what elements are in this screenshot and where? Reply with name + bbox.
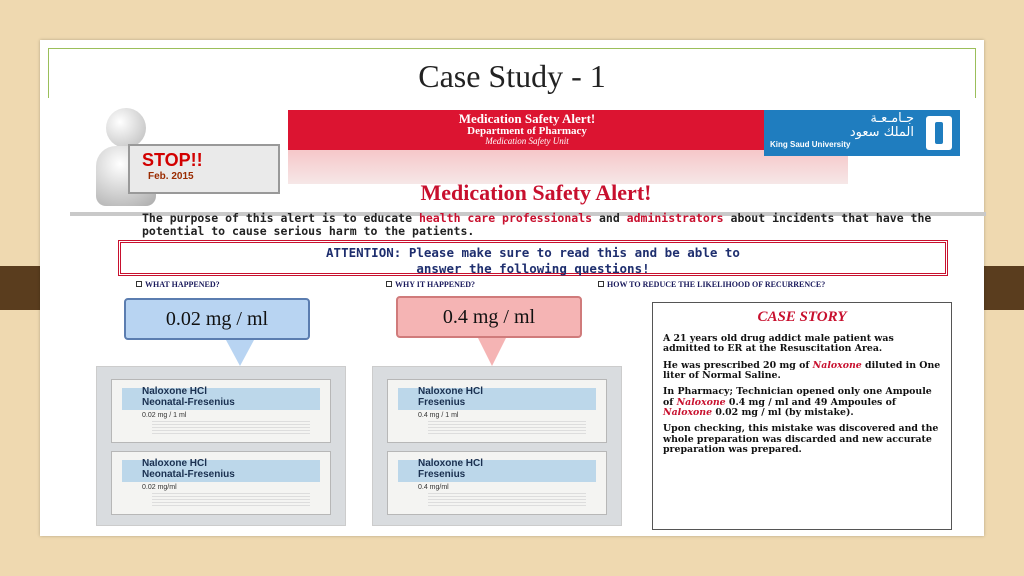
case-text: He was prescribed 20 mg of [663,359,813,371]
case-paragraph-3 [663,387,941,418]
question-label: HOW TO REDUCE THE LIKELIHOOD OF RECURRENCE? [607,280,826,289]
drug-name: Naloxone [676,396,726,408]
callout-pointer [478,338,506,366]
arabic-line-1: جـامـعـة [870,111,914,126]
intro-text [142,212,942,238]
medicine-box [387,379,607,443]
alert-banner [288,110,766,150]
university-english-name: King Saud University [770,140,851,149]
case-paragraph-2 [663,361,941,382]
box-label: Naloxone HCl Fresenius [418,386,484,408]
box-label: Naloxone HCl Neonatal-Fresenius [142,386,235,408]
callout-high-concentration: 0.4 mg / ml [396,296,582,338]
box-print [428,492,586,506]
question-label: WHY IT HAPPENED? [395,280,476,289]
box-print [152,492,310,506]
drug-name: Naloxone [663,407,713,419]
intro-highlight-2: administrators [626,211,724,225]
intro-highlight-1: health care professionals [418,211,593,225]
attention-box [118,240,948,276]
checkbox-icon [136,281,142,287]
case-story-box [652,302,952,530]
banner-title: Medication Safety Alert! [458,111,596,126]
question-how [598,280,825,289]
callout-pointer [226,340,254,366]
banner-unit: Medication Safety Unit [485,136,569,147]
case-text: diluted in One liter of Normal Saline. [663,359,941,382]
stop-sign [128,144,280,194]
intro-part-2: and [592,211,627,225]
callout-low-concentration: 0.02 mg / ml [124,298,310,340]
university-arabic-name [774,112,914,141]
medicine-box [387,451,607,515]
university-logo [764,110,960,156]
case-text: 0.02 mg / ml (by mistake). [712,407,854,419]
university-emblem-icon [926,116,952,150]
stop-date: Feb. 2015 [148,171,194,182]
stop-figure [66,106,266,216]
box-strength: 0.4 mg/ml [418,484,449,491]
case-text: 0.4 mg / ml and 49 Ampoules of [725,396,896,408]
figure-head [106,108,146,148]
box-label: Naloxone HCl Neonatal-Fresenius [142,458,235,480]
alert-image [46,98,982,532]
medicine-box [111,451,331,515]
case-text: In Pharmacy; Technician opened only one Ampoule of [663,386,932,408]
attention-line-2: answer the following questions! [416,260,650,276]
headline: Medication Safety Alert! [420,180,652,205]
box-strength: 0.4 mg / 1 ml [418,412,459,419]
photo-neonatal-boxes [96,366,346,526]
intro-part-1: The purpose of this alert is to educate [142,211,419,225]
case-paragraph-4: Upon checking, this mistake was discovered and the whole preparation was discarded and new accurate preparation was prepared. [663,423,939,456]
box-strength: 0.02 mg / 1 ml [142,412,187,419]
banner-department: Department of Pharmacy [467,124,587,137]
stop-text: STOP!! [142,150,203,170]
box-label: Naloxone HCl Fresenius [418,458,484,480]
arabic-line-2: الملك سعود [849,125,914,141]
slide-title: Case Study - 1 [418,58,606,94]
case-paragraph-1: A 21 years old drug addict male patient was admitted to ER at the Resuscitation Area. [663,333,894,355]
question-why [386,280,475,289]
checkbox-icon [598,281,604,287]
question-what [136,280,220,289]
drug-name: Naloxone [812,359,862,371]
photo-fresenius-boxes [372,366,622,526]
case-story-title: CASE STORY [757,309,847,325]
box-print [428,420,586,434]
intro-part-3: about incidents that have the potential to cause serious harm to the patients. [142,211,932,239]
question-label: WHAT HAPPENED? [145,280,220,289]
medicine-box [111,379,331,443]
slide [40,40,984,536]
box-strength: 0.02 mg/ml [142,484,177,491]
attention-line-1: ATTENTION: Please make sure to read this and be able to [326,245,740,260]
box-print [152,420,310,434]
checkbox-icon [386,281,392,287]
